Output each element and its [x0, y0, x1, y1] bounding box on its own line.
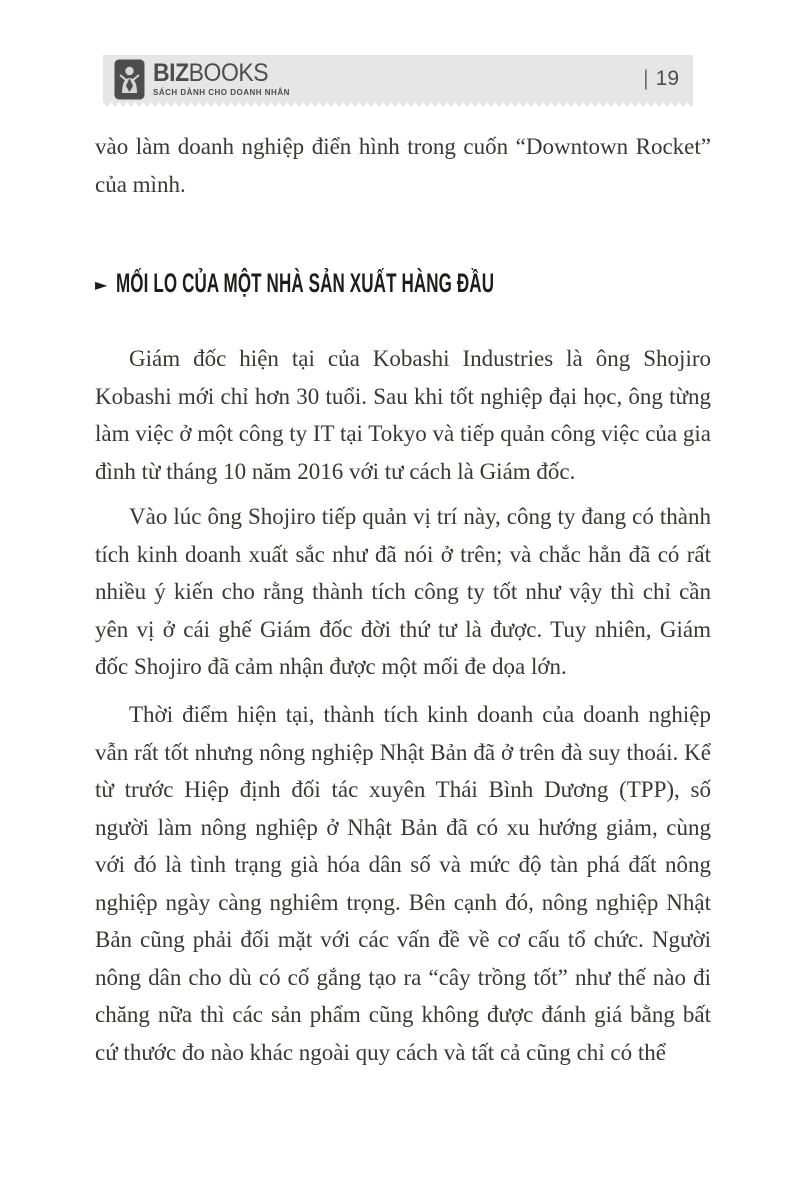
bizbooks-logo — [114, 57, 290, 100]
brand-biz: BIZ — [153, 58, 189, 87]
book-logo-icon — [114, 59, 145, 100]
page-number-value: 19 — [655, 66, 679, 90]
page-number — [643, 67, 679, 91]
brand-text — [153, 58, 290, 97]
section-heading — [95, 268, 711, 299]
body-paragraph-1: Giám đốc hiện tại của Kobashi Industries là ông Shojiro Kobashi mới chỉ hơn 30 tuổi. Sau khi tốt nghiệp đại học, ông từng làm việc ở một công ty IT tại Tokyo và tiếp quản công việc của gia đình từ tháng 10 năm 2016 với tư cách là Giám đốc. — [95, 346, 711, 484]
header-bar — [103, 55, 693, 102]
page-number-separator: | — [643, 66, 649, 90]
triangle-bullet-icon: ► — [95, 274, 108, 294]
intro-paragraph: vào làm doanh nghiệp điển hình trong cuốn “Downtown Rocket” của mình. — [95, 134, 711, 197]
brand-tagline: SÁCH DÀNH CHO DOANH NHÂN — [153, 87, 290, 97]
brand-name — [153, 58, 279, 87]
brand-books: BOOKS — [188, 58, 269, 87]
body-paragraph-3: Thời điểm hiện tại, thành tích kinh doanh của doanh nghiệp vẫn rất tốt nhưng nông nghiệp Nhật Bản đã ở trên đà suy thoái. Kể từ trước Hiệp định đối tác xuyên Thái Bình Dương (TPP), số người làm nông nghiệp ở Nhật Bản đã có xu hướng giảm, cùng với đó là tình trạng già hóa dân số và mức độ tàn phá đất nông nghiệp ngày càng nghiêm trọng. Bên cạnh đó, nông nghiệp Nhật Bản cũng phải đối mặt với các vấn đề về cơ cấu tổ chức. Người nông dân cho dù có cố gắng tạo ra “cây trồng tốt” như thế nào đi chăng nữa thì các sản phẩm cũng không được đánh giá bằng bất cứ thước đo nào khác ngoài quy cách và tất cả cũng chỉ có thể — [95, 702, 711, 1065]
section-heading-text: MỐI LO CỦA MỘT NHÀ SẢN XUẤT HÀNG ĐẦU — [116, 268, 495, 298]
body-paragraph-2: Vào lúc ông Shojiro tiếp quản vị trí này, công ty đang có thành tích kinh doanh xuất sắc như đã nói ở trên; và chắc hẳn đã có rất nhiều ý kiến cho rằng thành tích công ty tốt như vậy thì chỉ cần yên vị ở cái ghế Giám đốc đời thứ tư là được. Tuy nhiên, Giám đốc Shojiro đã cảm nhận được một mối đe dọa lớn. — [95, 504, 711, 679]
header-zigzag-edge — [103, 102, 693, 107]
